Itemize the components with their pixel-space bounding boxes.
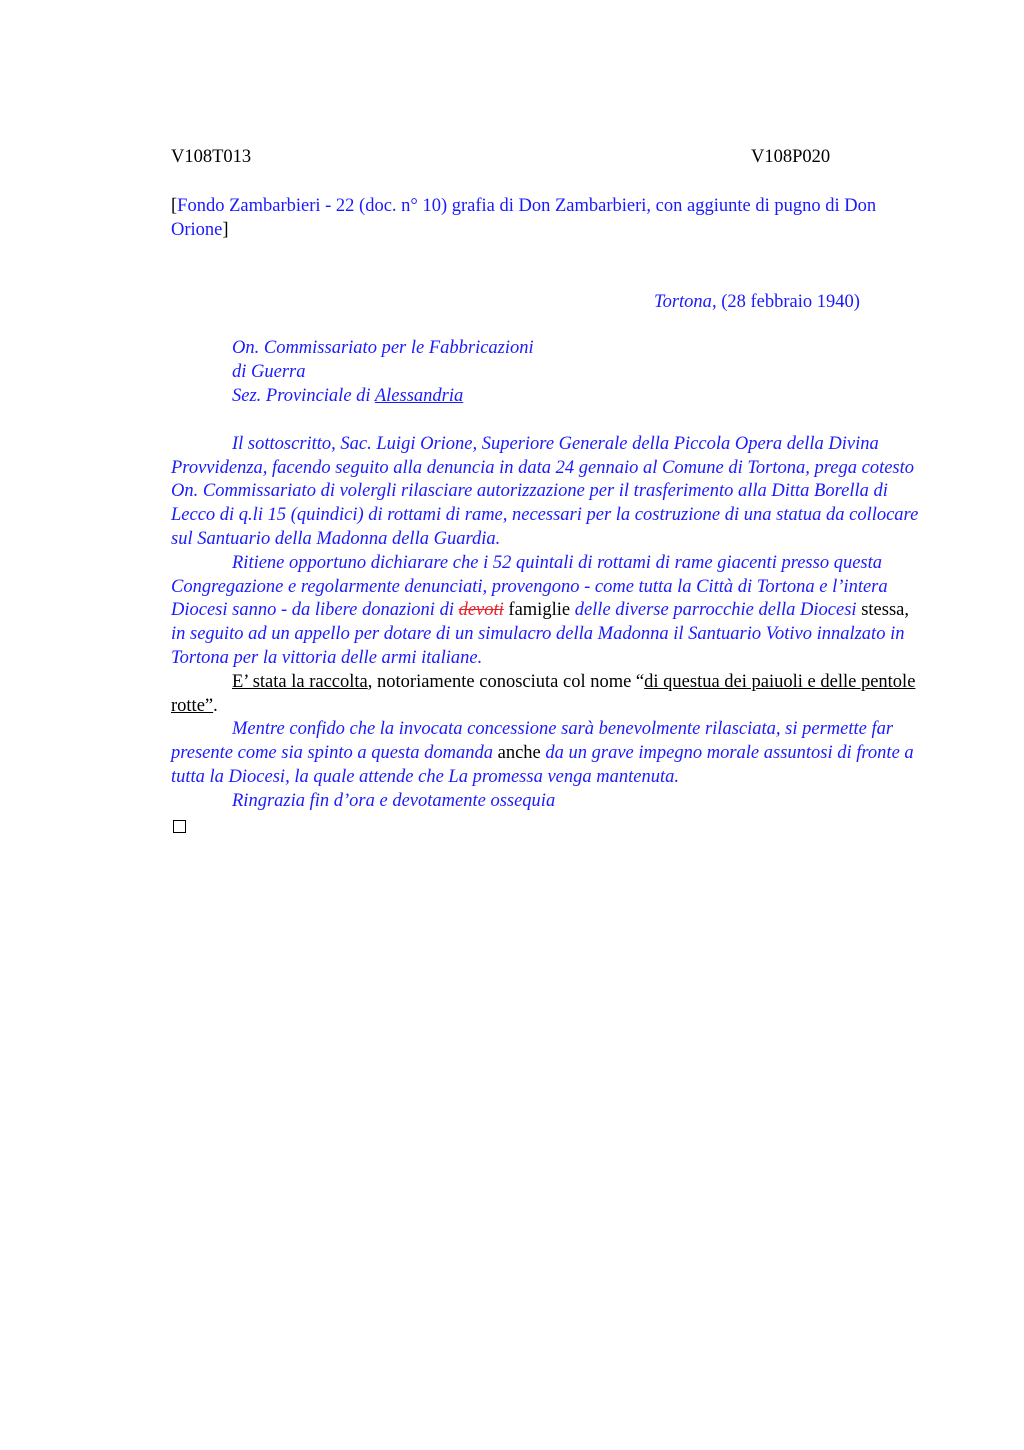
p2-struck-word: devoti <box>458 600 504 621</box>
p3-part-d: . <box>213 695 218 716</box>
source-close-bracket: ] <box>222 219 229 240</box>
p2-part-b: famiglie <box>503 600 571 621</box>
p3-part-c: di questua dei paiuoli e delle pentole rotte” <box>171 671 916 716</box>
p2-part-d: stessa, <box>856 600 909 621</box>
addressee-prefix: Sez. Provinciale di <box>232 385 375 406</box>
addressee-city: Alessandria <box>374 385 464 406</box>
letter-body <box>171 433 923 841</box>
end-mark <box>171 814 923 841</box>
date-place: Tortona <box>654 291 712 312</box>
paragraph-5: Ringrazia fin d’ora e devotamente ossequia <box>232 790 556 811</box>
addressee-line-1: On. Commissariato per le Fabbricazioni <box>232 338 534 359</box>
paragraph-2 <box>171 552 923 671</box>
date-rest: , (28 febbraio 1940) <box>711 291 860 312</box>
p2-part-c: delle diverse parrocchie della Diocesi <box>570 600 857 621</box>
addressee <box>171 337 923 408</box>
addressee-line-2: di Guerra <box>232 362 306 383</box>
p4-part-c: da un grave impegno morale assuntosi di fronte a tutta la Diocesi, la quale attende che La promessa venga mantenuta. <box>171 743 914 787</box>
p3-part-a: E’ stata la raccolta <box>232 671 368 692</box>
letter-date <box>171 291 923 315</box>
paragraph-3 <box>171 671 923 719</box>
document-codes <box>171 146 923 170</box>
document-page <box>171 146 923 840</box>
source-note <box>171 195 923 243</box>
code-left: V108T013 <box>171 147 252 167</box>
source-text: Fondo Zambarbieri - 22 (doc. n° 10) grafia di Don Zambarbieri, con aggiunte di pugno di Don Orione <box>171 196 877 240</box>
paragraph-4 <box>171 718 923 789</box>
p3-part-b: , notoriamente conosciuta col nome “ <box>367 671 645 692</box>
square-icon <box>173 820 186 833</box>
p2-part-a: Ritiene opportuno dichiarare che i 52 quintali di rottami di rame giacenti presso questa Congregazione e regolarmente denunciati, provengono - come tutta la Città di Tortona e l’intera Diocesi sanno - da libere donazioni di <box>171 552 888 621</box>
p2-part-e: in seguito ad un appello per dotare di un simulacro della Madonna il Santuario Votivo innalzato in Tortona per la vittoria delle armi italiane. <box>171 624 905 668</box>
source-open-bracket: [ <box>171 196 178 216</box>
p4-part-b: anche <box>493 743 546 764</box>
paragraph-1: Il sottoscritto, Sac. Luigi Orione, Superiore Generale della Piccola Opera della Divina Provvidenza, facendo seguito alla denuncia in data 24 gennaio al Comune di Tortona, prega cotesto On. Commissariato di volergli rilasciare autorizzazione per il trasferimento alla Ditta Borella di Lecco di q.li 15 (quindici) di rottami di rame, necessari per la costruzione di una statua da collocare sul Santuario della Madonna della Guardia. <box>171 433 919 549</box>
p4-part-a: Mentre confido che la invocata concessione sarà benevolmente rilasciata, si permette far presente come sia spinto a questa domanda <box>171 719 894 764</box>
code-right: V108P020 <box>751 147 831 167</box>
addressee-line-3 <box>232 385 923 409</box>
